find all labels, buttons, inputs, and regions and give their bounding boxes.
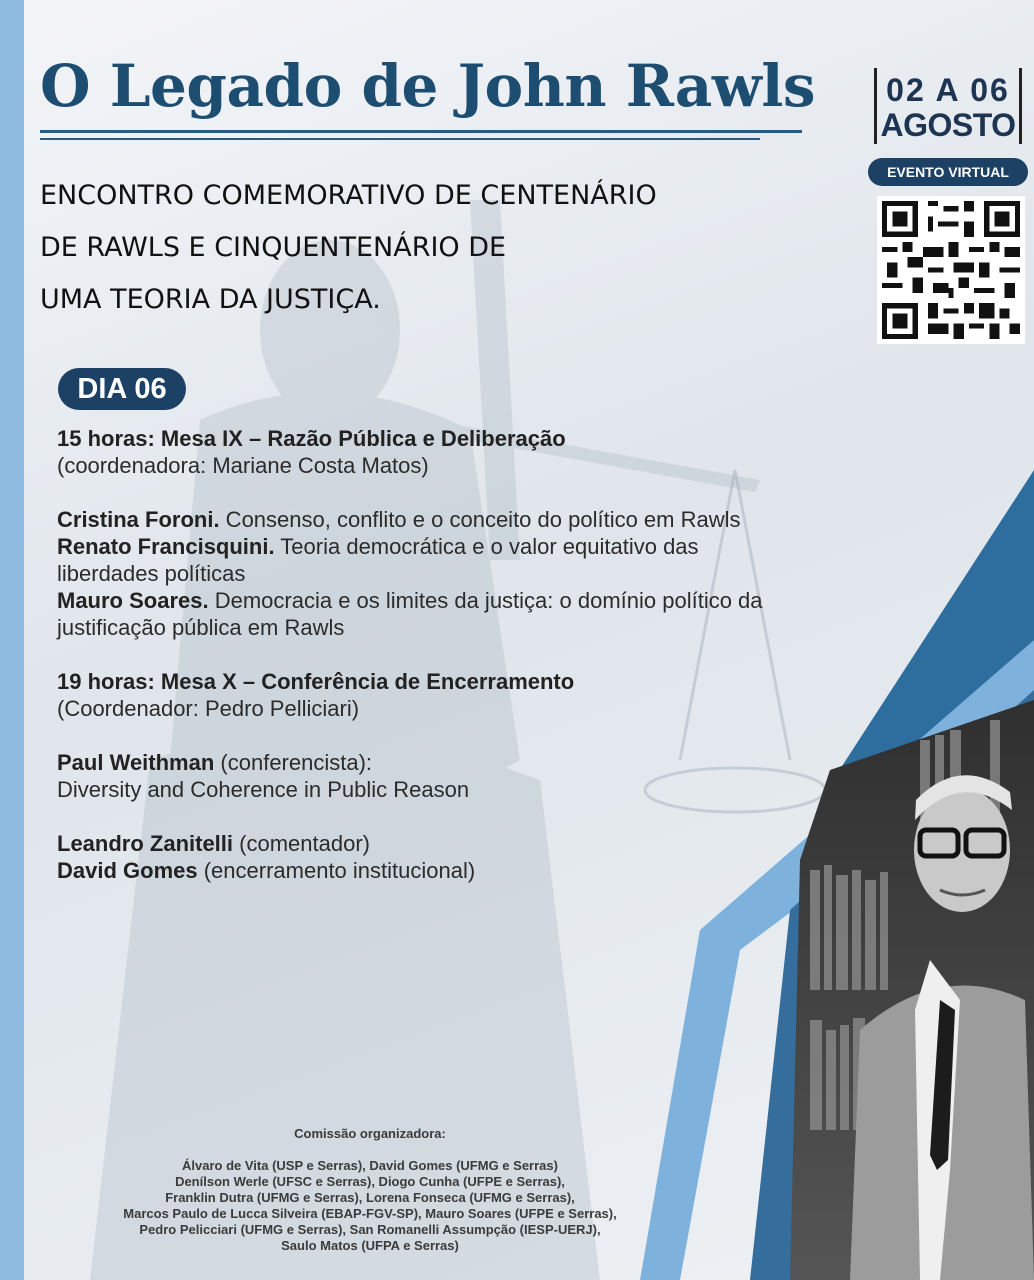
speaker-role: (conferencista): xyxy=(214,750,373,775)
keynote-speaker xyxy=(57,749,847,776)
session-coordinator: (Coordenador: Pedro Pelliciari) xyxy=(57,696,360,721)
talk-speaker: Renato Francisquini. xyxy=(57,534,275,559)
subtitle-line: UMA TEORIA DA JUSTIÇA. xyxy=(40,284,381,315)
talk-title: Consenso, conflito e o conceito do político em Rawls xyxy=(219,507,741,532)
committee-line: Pedro Pelicciari (UFMG e Serras), San Romanelli Assumpção (IESP-UERJ), xyxy=(139,1222,601,1237)
date-range: 02 A 06 xyxy=(886,72,1010,108)
program-schedule xyxy=(57,425,847,884)
participant-role: (comentador) xyxy=(233,831,370,856)
talk-item xyxy=(57,587,847,641)
talk-item xyxy=(57,533,797,587)
session-heading xyxy=(57,668,847,695)
talk-speaker: Mauro Soares. xyxy=(57,588,209,613)
committee-line: Denílson Werle (UFSC e Serras), Diogo Cunha (UFPE e Serras), xyxy=(175,1174,565,1189)
qr-code-icon[interactable] xyxy=(877,196,1025,344)
event-title: O Legado de John Rawls xyxy=(40,52,816,120)
participant-name: Leandro Zanitelli xyxy=(57,831,234,856)
session-heading xyxy=(57,425,847,452)
event-mode-badge: EVENTO VIRTUAL xyxy=(868,158,1028,186)
title-underline-secondary xyxy=(40,138,760,140)
date-month: AGOSTO xyxy=(880,107,1016,143)
committee-line: Saulo Matos (UFPA e Serras) xyxy=(281,1238,459,1253)
session-coordinator: (coordenadora: Mariane Costa Matos) xyxy=(57,453,429,478)
participant xyxy=(57,857,847,884)
event-dates xyxy=(874,68,1022,144)
participant xyxy=(57,830,847,857)
day-badge: DIA 06 xyxy=(58,368,186,410)
subtitle-line: DE RAWLS E CINQUENTENÁRIO DE xyxy=(40,232,507,263)
talk-item xyxy=(57,506,847,533)
event-subtitle xyxy=(40,170,840,326)
committee-line: Álvaro de Vita (USP e Serras), David Gomes (UFMG e Serras) xyxy=(182,1158,558,1173)
keynote-title: Diversity and Coherence in Public Reason xyxy=(57,777,470,802)
subtitle-line: ENCONTRO COMEMORATIVO DE CENTENÁRIO xyxy=(40,180,657,211)
session-time-title: 19 horas: Mesa X – Conferência de Encerramento xyxy=(57,669,575,694)
left-accent-stripe xyxy=(0,0,24,1280)
committee-line: Marcos Paulo de Lucca Silveira (EBAP-FGV-SP), Mauro Soares (UFPE e Serras), xyxy=(123,1206,617,1221)
session-time-title: 15 horas: Mesa IX – Razão Pública e Deliberação xyxy=(57,426,566,451)
talk-speaker: Cristina Foroni. xyxy=(57,507,220,532)
talk-title: Democracia e os limites da justiça: o domínio político da justificação pública em Rawls xyxy=(57,588,763,640)
title-underline xyxy=(40,130,802,133)
organizing-committee xyxy=(50,1126,690,1254)
committee-heading: Comissão organizadora: xyxy=(294,1126,446,1141)
participant-name: David Gomes xyxy=(57,858,198,883)
speaker-name: Paul Weithman xyxy=(57,750,215,775)
talk-title: Teoria democrática e o valor equitativo das liberdades políticas xyxy=(57,534,699,586)
participant-role: (encerramento institucional) xyxy=(197,858,476,883)
committee-line: Franklin Dutra (UFMG e Serras), Lorena Fonseca (UFMG e Serras), xyxy=(165,1190,575,1205)
